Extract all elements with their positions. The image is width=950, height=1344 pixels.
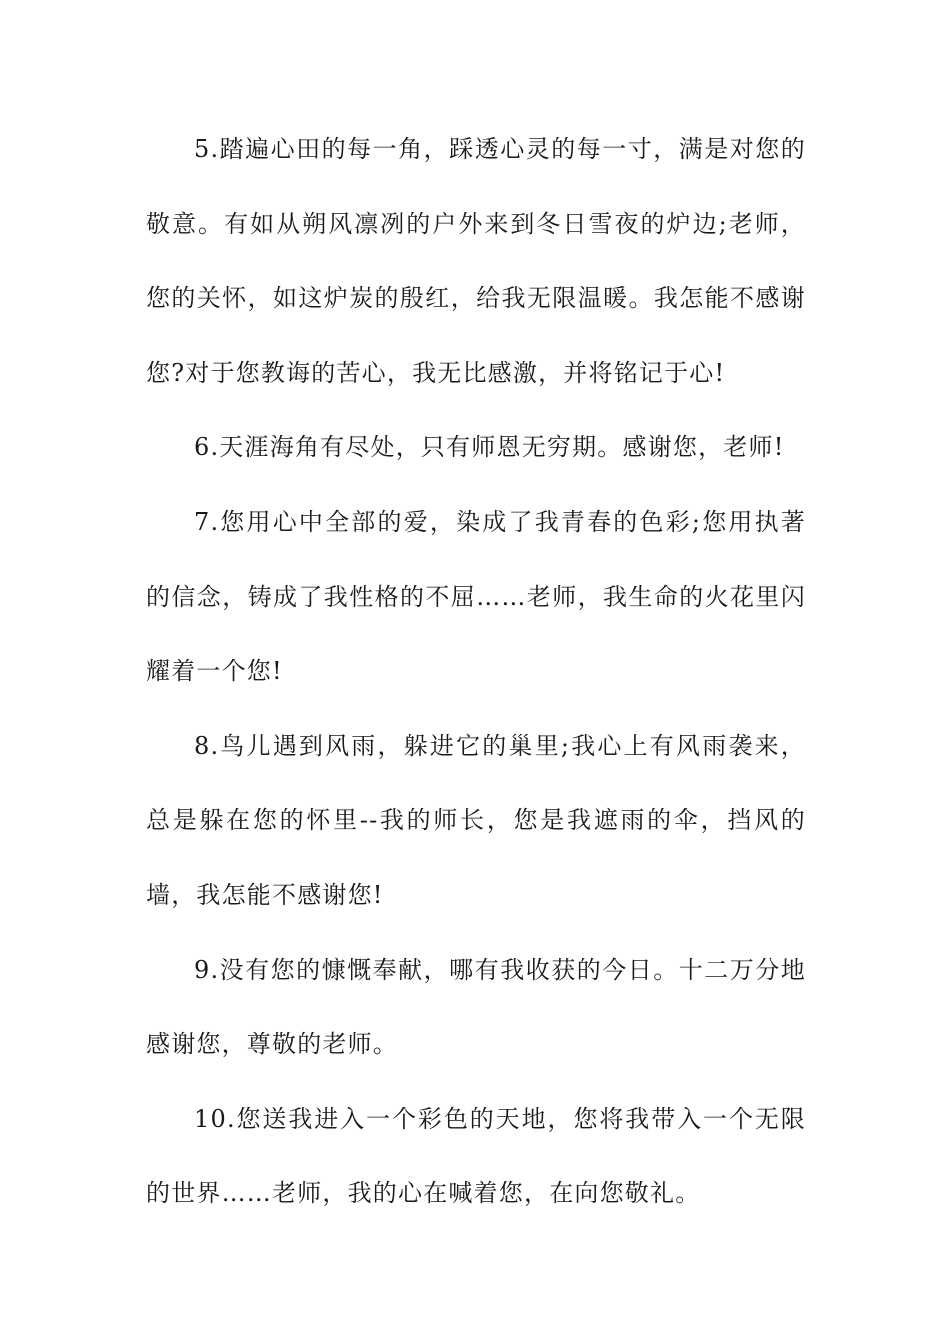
paragraph-6: 6.天涯海角有尽处，只有师恩无穷期。感谢您，老师! [194, 433, 785, 462]
paragraph-8: 8.鸟儿遇到风雨，躲进它的巢里;我心上有风雨袭来，总是躲在您的怀里--我的师长，您是我遮雨的伞，挡风的墙，我怎能不感谢您! [146, 731, 806, 909]
paragraph-7: 7.您用心中全部的爱，染成了我青春的色彩;您用执著的信念，铸成了我性格的不屈……老师，我生命的火花里闪耀着一个您! [146, 507, 806, 686]
document-body [146, 112, 806, 1231]
paragraph-9: 9.没有您的慷慨奉献，哪有我收获的今日。十二万分地感谢您，尊敬的老师。 [146, 955, 806, 1059]
paragraph-10: 10.您送我进入一个彩色的天地，您将我带入一个无限的世界……老师，我的心在喊着您，在向您敬礼。 [146, 1104, 806, 1208]
paragraph-5: 5.踏遍心田的每一角，踩透心灵的每一寸，满是对您的敬意。有如从朔风凛冽的户外来到冬日雪夜的炉边;老师，您的关怀，如这炉炭的殷红，给我无限温暖。我怎能不感谢您?对于您教诲的苦心，我无比感激，并将铭记于心! [146, 135, 806, 387]
